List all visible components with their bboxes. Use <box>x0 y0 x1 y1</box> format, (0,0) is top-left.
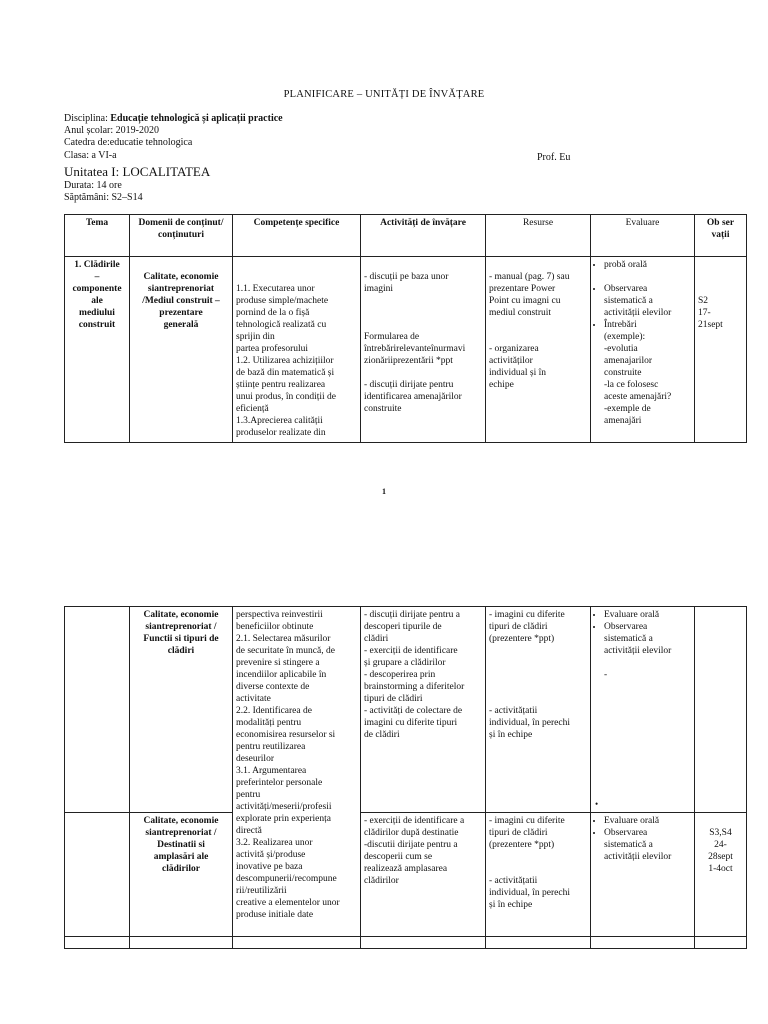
cell-line: descompunerii/recompune <box>236 874 337 884</box>
col-header-tema: Tema <box>65 215 130 257</box>
cell-line: clădirilor după destinatie <box>364 828 459 838</box>
cell-line: - activități de colectare de <box>364 706 463 716</box>
cell-line: activități/meserii/profesii <box>236 802 332 812</box>
col-header-activitati: Activități de învățare <box>361 215 486 257</box>
cell-line: 28sept <box>708 852 733 862</box>
cell-line: perspectiva reinvestirii <box>236 610 323 620</box>
cell-line: construite <box>364 404 402 414</box>
cell-line: - imagini cu diferite <box>489 610 565 620</box>
cell-line: – <box>94 272 100 282</box>
weeks-line: Săptămâni: S2–S14 <box>64 192 143 203</box>
table-row <box>65 813 747 937</box>
cell-line: 21sept <box>698 320 723 330</box>
planning-table-1 <box>64 214 747 443</box>
table-header-row <box>65 215 747 257</box>
cell-line: mediul construit <box>489 308 552 318</box>
cell-tema <box>65 813 130 937</box>
cell-activitati <box>361 813 486 937</box>
cell-line: siantreprenoriat / <box>145 622 217 632</box>
cell-line: - activitățatii <box>489 876 538 886</box>
cell-line: construit <box>78 320 116 330</box>
cell-line: incendiilor aplicabile în <box>236 670 327 680</box>
cell-line: -la ce folosesc <box>604 380 659 390</box>
cell-line: mediului <box>79 308 115 318</box>
cell-line: (exemple): <box>604 332 646 342</box>
cell-line: Calitate, economie <box>143 272 219 282</box>
cell-empty <box>65 937 130 949</box>
list-item: • Evaluare orală <box>604 609 691 621</box>
list-item <box>604 319 691 427</box>
cell-line: siantreprenoriat / <box>145 828 217 838</box>
col-header-domenii: Domenii de conținut/ conținuturi <box>130 215 233 257</box>
cell-line: S2 <box>698 296 709 306</box>
cell-line: (prezentere *ppt) <box>489 634 555 644</box>
cell-competente <box>233 607 361 937</box>
discipline-line <box>64 113 283 125</box>
list-item <box>604 283 691 319</box>
cell-line: produse initiale date <box>236 910 314 920</box>
cell-line: activităților <box>489 356 533 366</box>
cell-line: produse simple/machete <box>236 296 329 306</box>
col-header-competente: Competențe specifice <box>233 215 361 257</box>
cell-line: -discutii dirijate pentru a <box>364 840 458 850</box>
cell-line: pentru <box>236 790 261 800</box>
cell-line: sistematică a <box>604 840 653 850</box>
cell-line: unui produs, în condiții de <box>236 392 337 402</box>
cell-line: de bază din matematică și <box>236 368 335 378</box>
cell-line: Calitate, economie <box>143 610 219 620</box>
cell-domenii <box>130 607 233 813</box>
cell-line: tipuri de clădiri <box>364 694 423 704</box>
cell-activitati <box>361 607 486 813</box>
school-year-value: : 2019-2020 <box>110 125 159 136</box>
cell-line: 3.1. Argumentarea <box>236 766 307 776</box>
cell-line: clădiri <box>167 646 195 656</box>
duration-line: Durata: 14 ore <box>64 180 122 191</box>
cell-observatii <box>695 813 747 937</box>
evaluation-list <box>594 259 691 427</box>
cell-line: beneficiilor obtinute <box>236 622 314 632</box>
cell-line: Destinatii si <box>157 840 205 850</box>
cell-line: descoperi tipurile de <box>364 622 442 632</box>
cell-line: individual, în perechi <box>489 718 570 728</box>
cell-line: - discuții dirijate pentru <box>364 380 454 390</box>
cell-line: -evolutia <box>604 344 638 354</box>
discipline-label: Disciplina: <box>64 113 111 124</box>
cell-line: produselor realizate din <box>236 428 326 438</box>
cell-line: - exerciții de identificare <box>364 646 458 656</box>
cell-observatii <box>695 607 747 813</box>
cell-line: 17- <box>698 308 711 318</box>
cell-line: pentru reutilizarea <box>236 742 306 752</box>
cell-empty <box>591 937 695 949</box>
cell-line: imagini cu diferite tipuri <box>364 718 458 728</box>
cell-line: clădiri <box>364 634 389 644</box>
cell-line: • Observarea <box>604 622 648 632</box>
cell-line: activității elevilor <box>604 852 672 862</box>
cell-line: 1-4oct <box>708 864 733 874</box>
table-row <box>65 257 747 443</box>
cell-line: activității elevilor <box>604 646 672 656</box>
cell-tema <box>65 257 130 443</box>
department-line: Catedra de:educatie tehnologica <box>64 137 193 148</box>
cell-line: identificarea amenajărilor <box>364 392 462 402</box>
evaluation-dash: - <box>604 670 608 680</box>
cell-line: explorate prin experiența <box>236 814 331 824</box>
cell-line: - discuții dirijate pentru a <box>364 610 461 620</box>
cell-line: individual și în <box>489 368 546 378</box>
cell-line: • Întrebări <box>604 320 637 330</box>
cell-line: prezentare Power <box>489 284 556 294</box>
col-header-observatii: Ob ser vații <box>695 215 747 257</box>
discipline-value: Educație tehnologică și aplicații practice <box>110 113 283 124</box>
cell-line: și în echipe <box>489 730 533 740</box>
cell-line: brainstorming a diferitelor <box>364 682 465 692</box>
school-year-label: Anul școlar <box>64 125 111 136</box>
cell-line: Calitate, economie <box>143 816 219 826</box>
cell-line: clădirilor <box>162 864 200 874</box>
cell-line: tipuri de clădiri <box>489 622 548 632</box>
cell-line: clădirilor <box>364 876 399 886</box>
cell-line: echipe <box>489 380 514 390</box>
unit-title: Unitatea I: LOCALITATEA <box>64 164 211 179</box>
list-item <box>604 827 691 863</box>
cell-line: amenajarilor <box>604 356 653 366</box>
cell-line: • Observarea <box>604 828 648 838</box>
cell-line: deseurilor <box>236 754 274 764</box>
cell-line: individual, în perechi <box>489 888 570 898</box>
cell-line: Formularea de <box>364 332 420 342</box>
cell-line: S3,S4 <box>709 828 732 838</box>
cell-resurse <box>486 257 591 443</box>
cell-line: imagini <box>364 284 394 294</box>
table-row <box>65 937 747 949</box>
cell-line: întrebărirelevanteînurmavi <box>364 344 466 354</box>
cell-line: 1.3.Aprecierea calității <box>236 416 323 426</box>
list-item: • Evaluare orală <box>604 815 691 827</box>
cell-line: 3.2. Realizarea unor <box>236 838 313 848</box>
cell-line: sprijin din <box>236 332 275 342</box>
cell-line: • Observarea <box>604 284 648 294</box>
cell-line: Point cu imagni cu <box>489 296 561 306</box>
empty-bullet-icon: • <box>595 799 599 809</box>
cell-line: economisirea resurselor si <box>236 730 336 740</box>
cell-line: /Mediul construit – <box>142 296 220 306</box>
cell-line: - discuții pe baza unor <box>364 272 449 282</box>
col-header-resurse: Resurse <box>486 215 591 257</box>
cell-line: -exemple de <box>604 404 651 414</box>
document-title: PLANIFICARE – UNITĂȚI DE ÎNVĂȚARE <box>283 89 485 100</box>
cell-line: realizează amplasarea <box>364 864 448 874</box>
cell-empty <box>695 937 747 949</box>
cell-domenii <box>130 257 233 443</box>
cell-empty <box>233 937 361 949</box>
cell-line: modalități pentru <box>236 718 302 728</box>
cell-resurse <box>486 813 591 937</box>
list-item <box>604 621 691 657</box>
cell-line: - exerciții de identificare a <box>364 816 465 826</box>
cell-line: 1.1. Executarea unor <box>236 284 315 294</box>
col-header-evaluare: Evaluare <box>591 215 695 257</box>
cell-line: directă <box>236 826 262 836</box>
table-row <box>65 607 747 813</box>
cell-line: 1. Clădirile <box>74 260 120 270</box>
evaluation-list <box>594 609 691 657</box>
cell-line: și grupare a clădirilor <box>364 658 446 668</box>
cell-line: prevenire si stingere a <box>236 658 320 668</box>
cell-line: zionăriiprezentării *ppt <box>364 356 453 366</box>
cell-empty <box>486 937 591 949</box>
cell-line: siantreprenoriat <box>147 284 215 294</box>
cell-line: amplasări ale <box>153 852 209 862</box>
cell-line: ale <box>91 296 103 306</box>
cell-line: - manual (pag. 7) sau <box>489 272 570 282</box>
cell-line: 1.2. Utilizarea achizițiilor <box>236 356 334 366</box>
cell-line: partea profesorului <box>236 344 309 354</box>
cell-line: activită și/produse <box>236 850 306 860</box>
cell-observatii <box>695 257 747 443</box>
page-number: 1 <box>382 487 386 496</box>
cell-empty <box>130 937 233 949</box>
cell-line: eficiență <box>236 404 269 414</box>
cell-line: creative a elementelor unor <box>236 898 340 908</box>
cell-empty <box>361 937 486 949</box>
cell-line: (prezentere *ppt) <box>489 840 555 850</box>
cell-activitati <box>361 257 486 443</box>
cell-line: - organizarea <box>489 344 539 354</box>
cell-line: sistematică a <box>604 296 653 306</box>
cell-line: Functii si tipuri de <box>143 634 219 644</box>
cell-line: preferintelor personale <box>236 778 323 788</box>
cell-line: 2.1. Selectarea măsurilor <box>236 634 331 644</box>
cell-line: și în echipe <box>489 900 533 910</box>
cell-line: activității elevilor <box>604 308 672 318</box>
cell-line: - imagini cu diferite <box>489 816 565 826</box>
cell-line: științe pentru realizarea <box>236 380 326 390</box>
cell-line: 24- <box>714 840 727 850</box>
class-line: Clasa: a VI-a <box>64 150 117 161</box>
professor-name: Prof. Eu <box>537 152 571 163</box>
cell-resurse <box>486 607 591 813</box>
cell-line: diverse contexte de <box>236 682 310 692</box>
cell-line: rii/reutilizării <box>236 886 287 896</box>
cell-domenii <box>130 813 233 937</box>
cell-line: amenajări <box>604 416 642 426</box>
cell-line: inovative pe baza <box>236 862 303 872</box>
cell-line: generală <box>163 320 199 330</box>
cell-evaluare <box>591 813 695 937</box>
cell-tema <box>65 607 130 813</box>
cell-line: activitate <box>236 694 271 704</box>
cell-line: de securitate în muncă, de <box>236 646 335 656</box>
cell-line: pornind de la o fișă <box>236 308 310 318</box>
evaluation-list <box>594 815 691 863</box>
cell-line: - descoperirea prin <box>364 670 436 680</box>
cell-evaluare <box>591 607 695 813</box>
cell-evaluare <box>591 257 695 443</box>
cell-competente <box>233 257 361 443</box>
cell-line: tehnologică realizată cu <box>236 320 327 330</box>
cell-line: aceste amenajări? <box>604 392 672 402</box>
cell-line: - activitățatii <box>489 706 538 716</box>
cell-line: descoperii cum se <box>364 852 433 862</box>
cell-line: componente <box>72 284 122 294</box>
cell-line: de clădiri <box>364 730 400 740</box>
planning-table-2 <box>64 606 747 949</box>
cell-line: prezentare <box>159 308 203 318</box>
cell-line: sistematică a <box>604 634 653 644</box>
cell-line: tipuri de clădiri <box>489 828 548 838</box>
list-item: • probă orală <box>604 259 691 271</box>
cell-line: construite <box>604 368 642 378</box>
cell-line: 2.2. Identificarea de <box>236 706 312 716</box>
school-year-line <box>64 125 159 137</box>
